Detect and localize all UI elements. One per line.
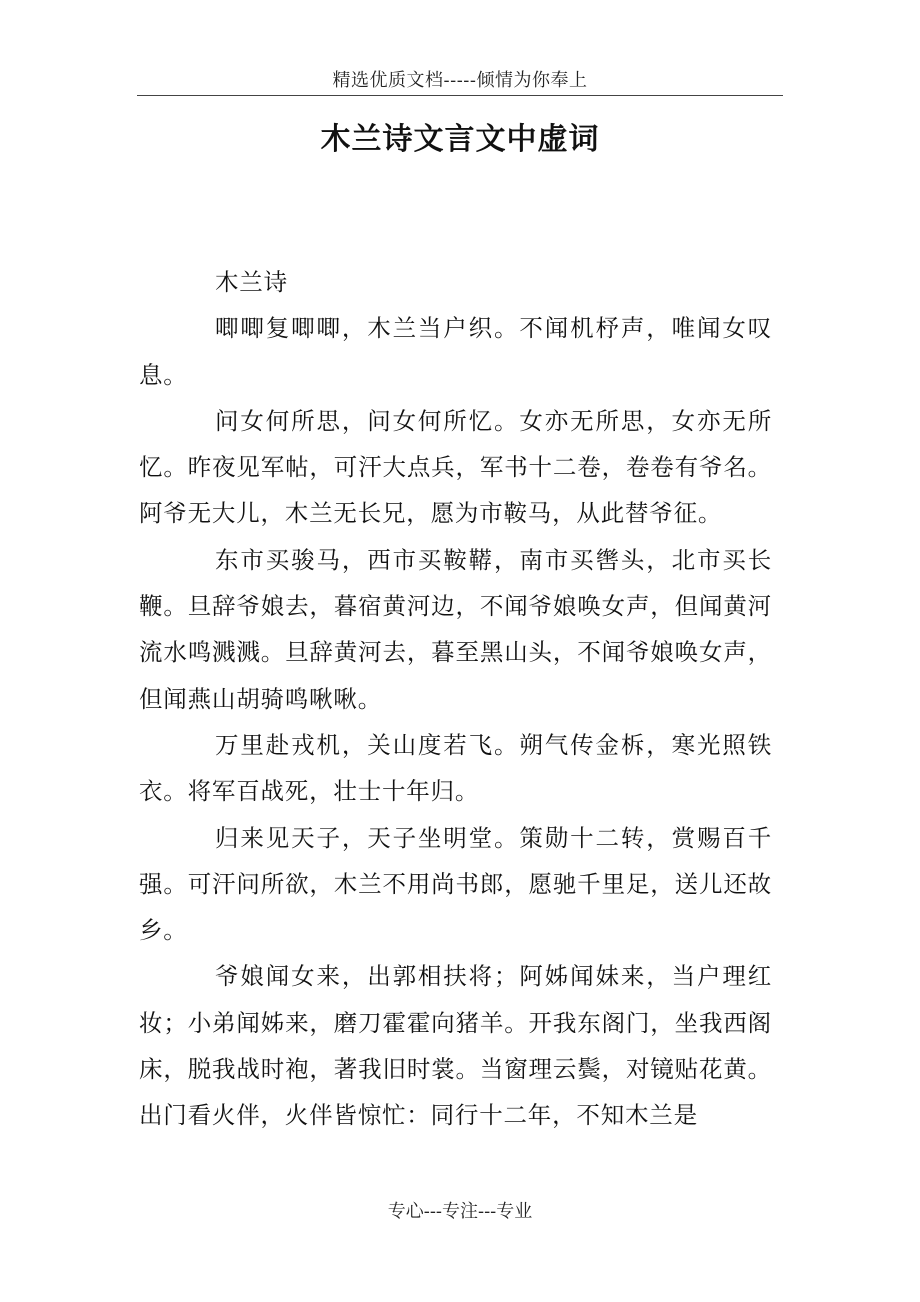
header-divider xyxy=(137,95,783,96)
document-body xyxy=(139,259,772,1139)
document-title: 木兰诗文言文中虚词 xyxy=(320,122,600,157)
paragraph: 归来见天子，天子坐明堂。策勋十二转，赏赐百千强。可汗问所欲，木兰不用尚书郎，愿驰千里足，送儿还故乡。 xyxy=(139,823,772,945)
running-header: 精选优质文档-----倾情为你奉上 xyxy=(332,70,588,91)
paragraph: 问女何所思，问女何所忆。女亦无所思，女亦无所忆。昨夜见军帖，可汗大点兵，军书十二卷，卷卷有爷名。阿爷无大儿，木兰无长兄，愿为市鞍马，从此替爷征。 xyxy=(139,406,772,528)
running-footer: 专心---专注---专业 xyxy=(387,1201,533,1222)
paragraph: 唧唧复唧唧，木兰当户织。不闻机杼声，唯闻女叹息。 xyxy=(139,314,772,389)
paragraph: 爷娘闻女来，出郭相扶将；阿姊闻妹来，当户理红妆；小弟闻姊来，磨刀霍霍向猪羊。开我东阁门，坐我西阁床，脱我战时袍，著我旧时裳。当窗理云鬓，对镜贴花黄。出门看火伴，火伴皆惊忙：同行十二年，不知木兰是 xyxy=(139,962,772,1130)
paragraph: 东市买骏马，西市买鞍鞯，南市买辔头，北市买长鞭。旦辞爷娘去，暮宿黄河边，不闻爷娘唤女声，但闻黄河流水鸣溅溅。旦辞黄河去，暮至黑山头，不闻爷娘唤女声，但闻燕山胡骑鸣啾啾。 xyxy=(139,545,772,713)
poem-subtitle: 木兰诗 xyxy=(215,268,288,296)
paragraph: 万里赴戎机，关山度若飞。朔气传金柝，寒光照铁衣。将军百战死，壮士十年归。 xyxy=(139,730,772,806)
